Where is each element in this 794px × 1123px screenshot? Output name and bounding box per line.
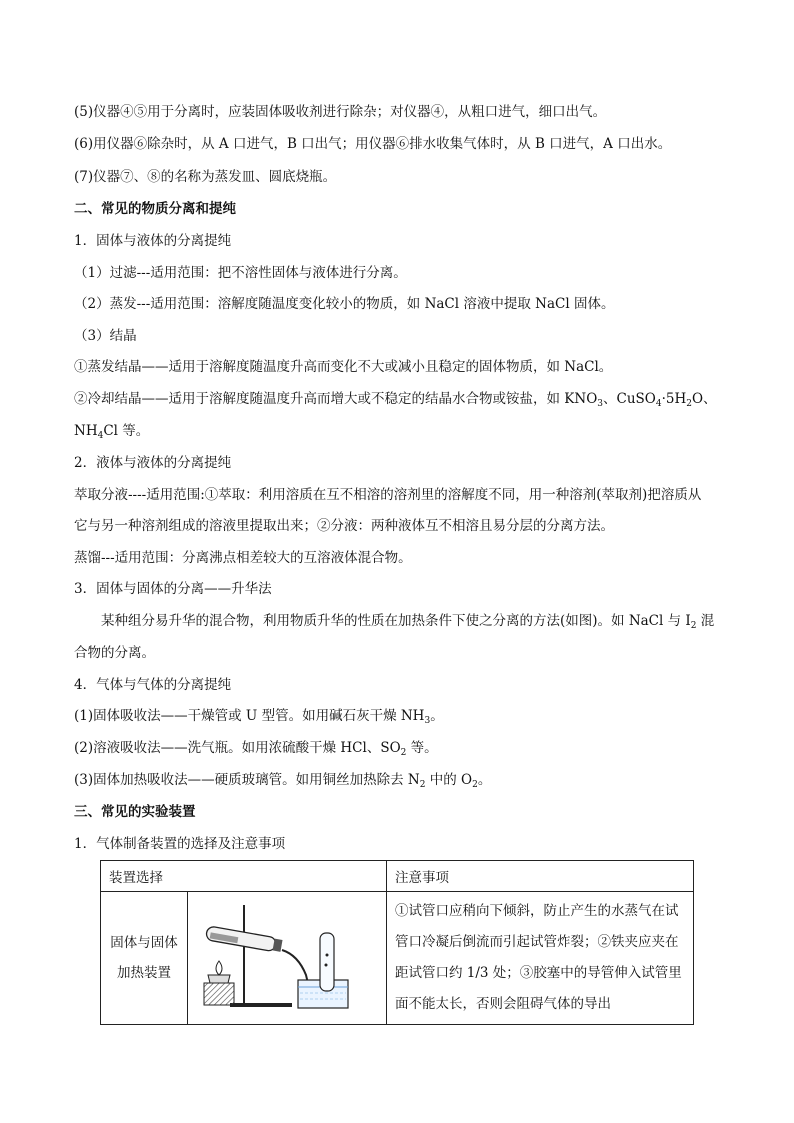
text-segment: (1)固体吸收法——干燥管或 U 型管。如用碱石灰干燥 NH [74,708,425,724]
header-apparatus-selection: 装置选择 [101,861,387,892]
header-notes: 注意事项 [387,861,694,892]
text-segment: 混 [696,613,715,629]
table-row [101,892,694,1025]
notes-cell: ①试管口应稍向下倾斜，防止产生的水蒸气在试管口冷凝后倒流而引起试管炸裂；②铁夹应夹在距试管口约 1/3 处；③胶塞中的导管伸入试管里面不能太长，否则会阻碍气体的导出 [387,892,694,1025]
subheading-gas-gas: 4．气体与气体的分离提纯 [74,677,232,693]
subheading-gas-preparation: 1．气体制备装置的选择及注意事项 [74,836,286,852]
text-segment: NH [74,423,98,439]
text-extraction-cont: 它与另一种溶剂组成的溶液里提取出来；②分液：两种液体互不相溶且易分层的分离方法。 [74,518,614,534]
text-segment: ②冷却结晶——适用于溶解度随温度升高而增大或不稳定的结晶水合物或铵盐，如 KNO [74,391,598,407]
item-crystallization: （3）结晶 [74,328,137,344]
subscript: 3 [597,399,603,409]
text-distillation: 蒸馏---适用范围：分离沸点相差较大的互溶液体混合物。 [74,550,412,566]
subscript: 3 [424,716,431,726]
text-segment: (3)固体加热吸收法——硬质玻璃管。如用铜丝加热除去 N [74,772,420,788]
item-heated-solid-absorption [74,770,491,795]
text-segment: 某种组分易升华的混合物，利用物质升华的性质在加热条件下使之分离的方法(如图)。如 NaCl 与 I [101,613,691,629]
collecting-tube [320,933,334,991]
subscript: 2 [472,780,478,790]
subheading-solid-liquid: 1．固体与液体的分离提纯 [74,233,232,249]
stand-base [230,1003,292,1007]
text-segment: 、CuSO [603,391,656,407]
alcohol-lamp [204,961,234,1005]
item-evaporative-crystallization: ①蒸发结晶——适用于溶解度随温度升高而变化不大或减小且稳定的固体物质，如 NaCl。 [74,359,613,375]
subscript: 2 [690,621,697,631]
section-heading-separation: 二、常见的物质分离和提纯 [74,201,236,217]
subheading-solid-solid: 3．固体与固体的分离——升华法 [74,581,272,597]
text-segment: 中的 O [425,772,473,788]
item-evaporation: （2）蒸发---适用范围：溶解度随温度变化较小的物质，如 NaCl 溶液中提取 NaCl 固体。 [74,296,615,312]
text-line-5: (5)仪器④⑤用于分离时，应装固体吸收剂进行除杂；对仪器④，从粗口进气，细口出气。 [74,104,607,120]
text-segment: O、 [691,391,717,407]
item-cooling-crystallization-cont [74,421,149,446]
table-header-row [101,861,694,892]
item-solution-absorption [74,738,438,763]
subscript: 4 [655,399,662,409]
apparatus-figure-cell [188,892,387,1025]
text-segment: ·5H [661,391,687,407]
item-cooling-crystallization [74,389,717,414]
text-extraction: 萃取分液----适用范围:①萃取：利用溶质在互不相溶的溶剂里的溶解度不同，用一种溶剂(萃取剂)把溶质从 [74,487,702,503]
text-segment: 等。 [406,740,438,756]
subscript: 4 [97,431,104,441]
text-segment: (2)溶液吸收法——洗气瓶。如用浓硫酸干燥 HCl、SO [74,740,401,756]
text-segment: 。 [430,708,444,724]
solid-heating-apparatus-figure [188,895,386,1017]
item-filtration: （1）过滤---适用范围：把不溶性固体与液体进行分离。 [74,265,407,281]
subscript: 2 [419,780,426,790]
row-label [101,892,188,1025]
text-segment: 。 [477,772,492,788]
text-sublimation-cont: 合物的分离。 [74,645,155,661]
apparatus-table [100,860,694,1025]
row-label-line: 加热装置 [117,965,171,981]
subscript: 2 [686,399,692,409]
subheading-liquid-liquid: 2．液体与液体的分离提纯 [74,455,232,471]
text-line-7: (7)仪器⑦、⑧的名称为蒸发皿、圆底烧瓶。 [74,169,337,185]
subscript: 2 [400,748,407,758]
section-heading-apparatus: 三、常见的实验装置 [74,804,196,820]
row-label-line: 固体与固体 [110,935,178,951]
item-solid-absorption [74,706,444,731]
text-segment: Cl 等。 [103,423,150,439]
text-sublimation [101,611,714,636]
text-line-6: (6)用仪器⑥除杂时，从 A 口进气，B 口出气；用仪器⑥排水收集气体时，从 B 口进气，A 口出水。 [74,136,672,152]
